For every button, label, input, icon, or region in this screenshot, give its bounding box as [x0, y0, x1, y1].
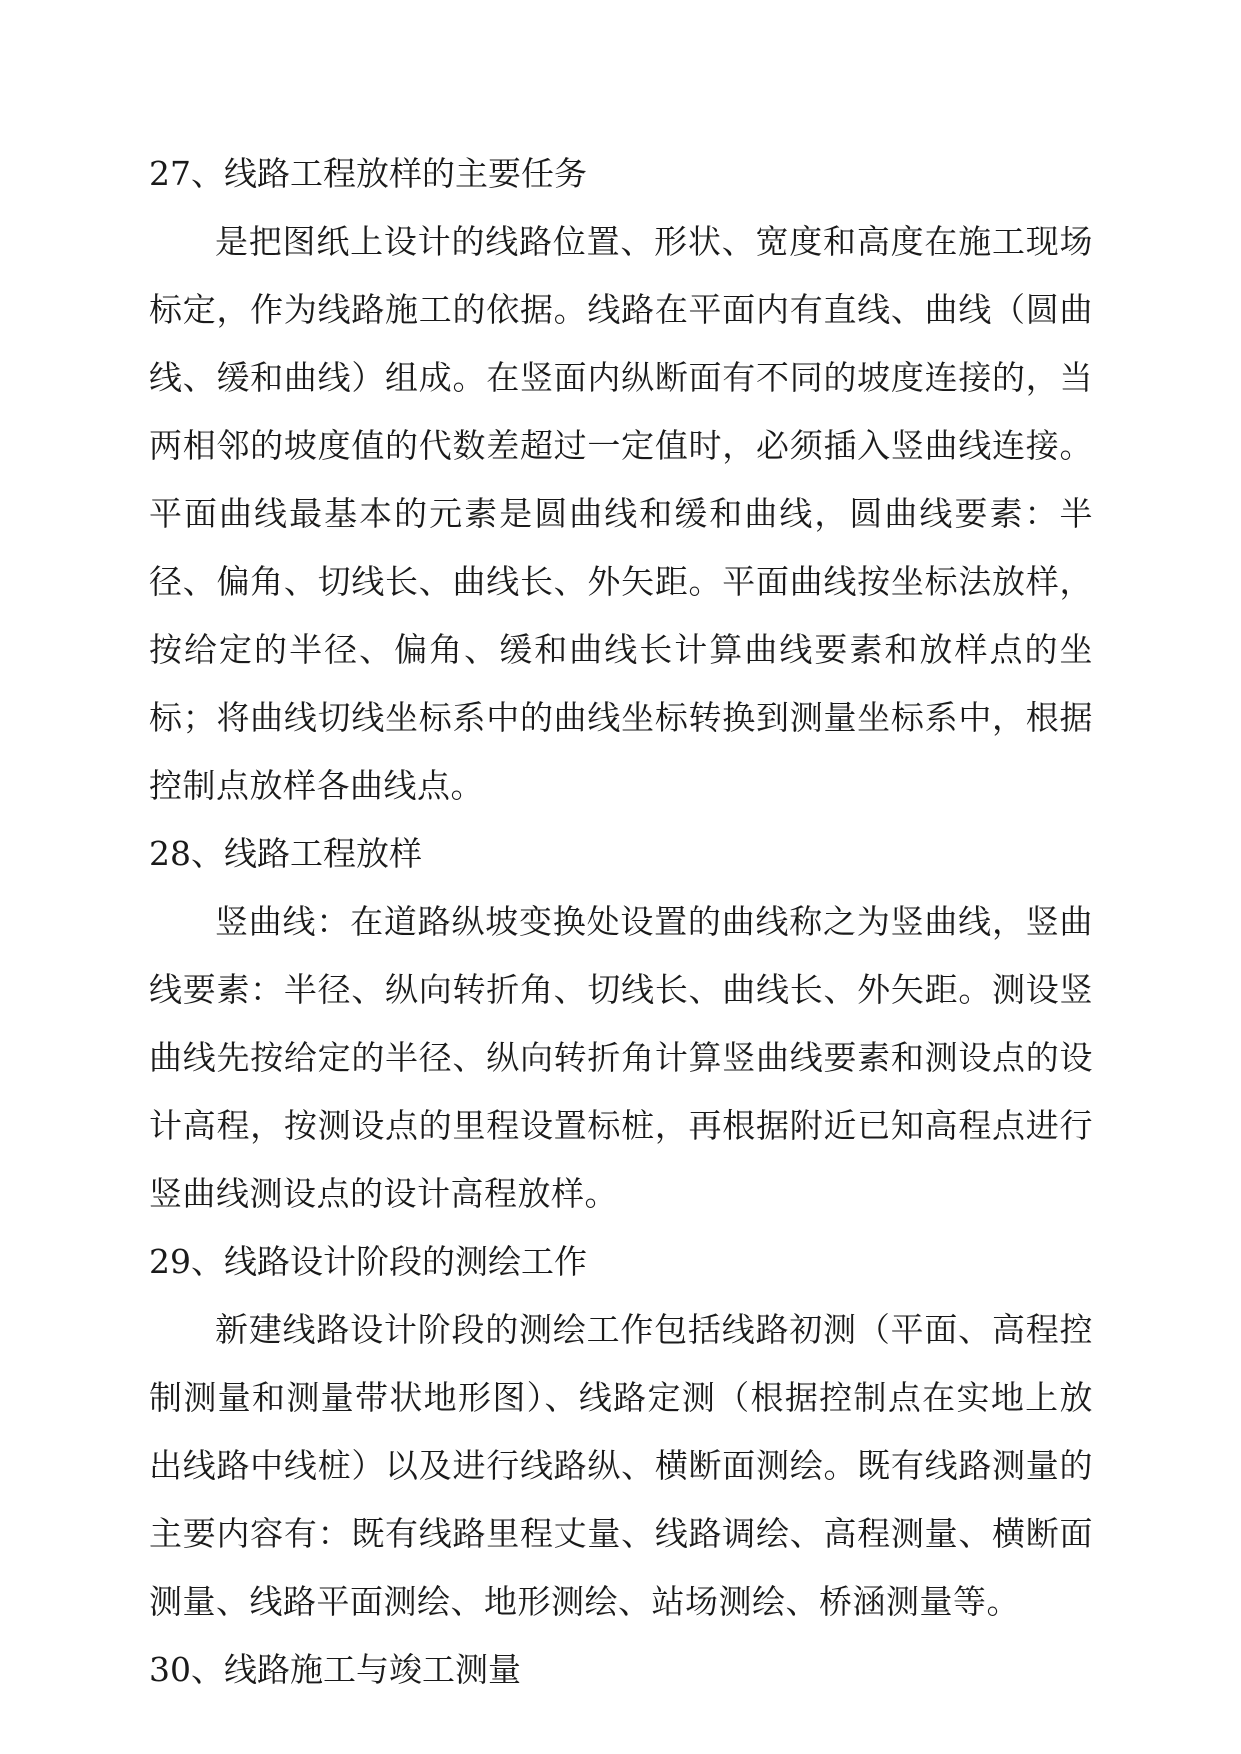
section-27-body: 是把图纸上设计的线路位置、形状、宽度和高度在施工现场标定，作为线路施工的依据。线路在平面内有直线、曲线（圆曲线、缓和曲线）组成。在竖面内纵断面有不同的坡度连接的，当两相邻的坡度值的代数差超过一定值时，必须插入竖曲线连接。平面曲线最基本的元素是圆曲线和缓和曲线，圆曲线要素：半径、偏角、切线长、曲线长、外矢距。平面曲线按坐标法放样，按给定的半径、偏角、缓和曲线长计算曲线要素和放样点的坐标；将曲线切线坐标系中的曲线坐标转换到测量坐标系中，根据控制点放样各曲线点。: [149, 222, 1093, 805]
section-29-body: 新建线路设计阶段的测绘工作包括线路初测（平面、高程控制测量和测量带状地形图）、线路定测（根据控制点在实地上放出线路中线桩）以及进行线路纵、横断面测绘。既有线路测量的主要内容有：既有线路里程丈量、线路调绘、高程测量、横断面测量、线路平面测绘、地形测绘、站场测绘、桥涵测量等。: [149, 1310, 1093, 1621]
section-28-body: 竖曲线：在道路纵坡变换处设置的曲线称之为竖曲线，竖曲线要素：半径、纵向转折角、切线长、曲线长、外矢距。测设竖曲线先按给定的半径、纵向转折角计算竖曲线要素和测设点的设计高程，按测设点的里程设置标桩，再根据附近已知高程点进行竖曲线测设点的设计高程放样。: [149, 902, 1093, 1213]
section-27-heading: 27、线路工程放样的主要任务: [149, 154, 587, 193]
section-30-heading: 30、线路施工与竣工测量: [149, 1650, 521, 1689]
section-29-heading: 29、线路设计阶段的测绘工作: [149, 1242, 587, 1281]
document-content: [149, 140, 1093, 1704]
section-28-heading: 28、线路工程放样: [149, 834, 422, 873]
